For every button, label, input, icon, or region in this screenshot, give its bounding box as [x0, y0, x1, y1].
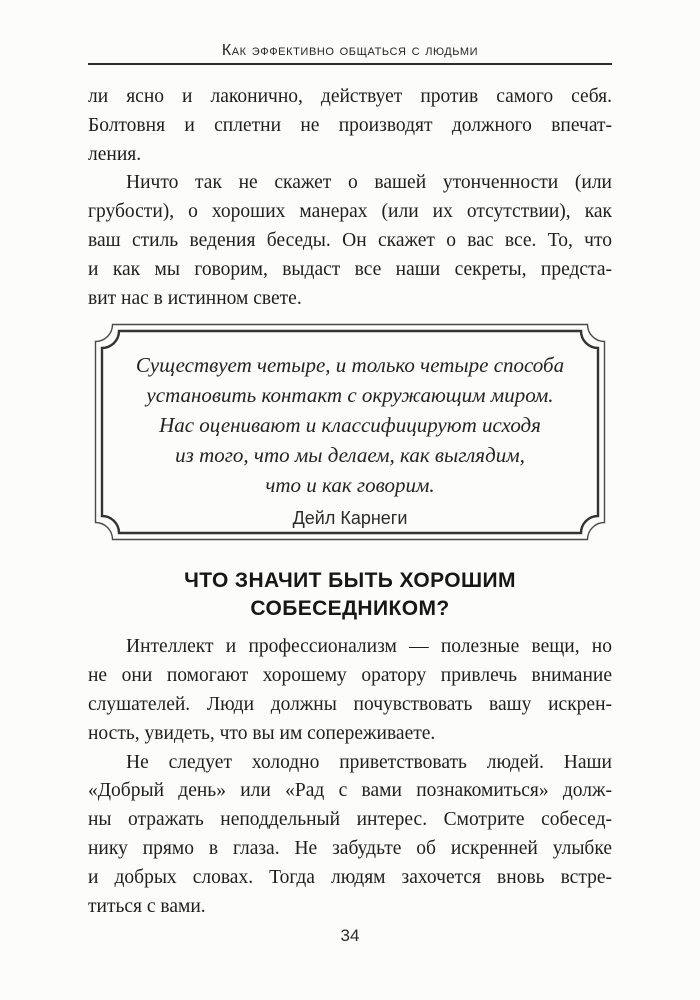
quote-line: Существует четыре, и только четыре способа: [135, 353, 565, 378]
running-head: Как эффективно общаться с людьми: [221, 42, 479, 59]
body-line: ли ясно и лаконично, действует против самого себя.: [88, 86, 612, 107]
body-line: ваш стиль ведения беседы. Он скажет о вас все. То, что: [88, 229, 612, 251]
body-line: не они помогают хорошему оратору привлечь внимание: [88, 665, 612, 687]
body-line: «Добрый день» или «Рад с вами познакомиться» долж-: [88, 780, 612, 802]
body-line: ны отражать неподдельный интерес. Смотрите собесед-: [88, 809, 612, 831]
body-line: титься с вами.: [88, 895, 206, 917]
quote-attribution: Дейл Карнеги: [292, 508, 408, 529]
body-line: Не следует холодно приветствовать людей. Наши: [126, 751, 612, 773]
body-paragraph: [88, 169, 612, 313]
body-paragraph: [88, 83, 612, 169]
quote-line: Нас оценивают и классифицируют исходя: [159, 413, 541, 438]
body-line: вит нас в истинном свете.: [88, 287, 302, 309]
body-line: Болтовня и сплетни не производят должного впечат-: [88, 114, 612, 136]
section-body-text: [88, 633, 612, 921]
header-rule: [88, 63, 612, 65]
page-number: 34: [340, 926, 360, 945]
quote-line: что и как говорим.: [265, 473, 435, 498]
section-heading: [88, 567, 612, 623]
body-line: нику прямо в глаза. Не забудьте об искренней улыбке: [88, 837, 612, 859]
body-line: и добрых словах. Тогда людям захочется вновь встре-: [88, 866, 612, 888]
body-line: ления.: [88, 143, 142, 165]
quote-box: [94, 323, 606, 541]
body-paragraph: [88, 749, 612, 922]
quote-line: установить контакт с окружающим миром.: [146, 383, 554, 408]
body-line: и как мы говорим, выдаст все наши секреты, предста-: [88, 258, 612, 280]
body-paragraph: [88, 633, 612, 748]
quote-line: из того, что мы делаем, как выглядим,: [175, 443, 525, 468]
section-heading-line: ЧТО ЗНАЧИТ БЫТЬ ХОРОШИМ: [184, 569, 516, 593]
body-line: Ничто так не скажет о вашей утонченности (или: [126, 172, 612, 194]
body-line: ность, увидеть, что вы им сопереживаете.: [88, 722, 436, 744]
quote-content: [94, 323, 606, 529]
body-text: [88, 83, 612, 313]
section-heading-line: СОБЕСЕДНИКОМ?: [250, 597, 450, 621]
body-line: слушателей. Люди должны почувствовать вашу искрен-: [88, 693, 612, 715]
body-line: Интеллект и профессионализм — полезные вещи, но: [126, 636, 612, 658]
body-line: грубости), о хороших манерах (или их отсутствии), как: [88, 201, 612, 223]
